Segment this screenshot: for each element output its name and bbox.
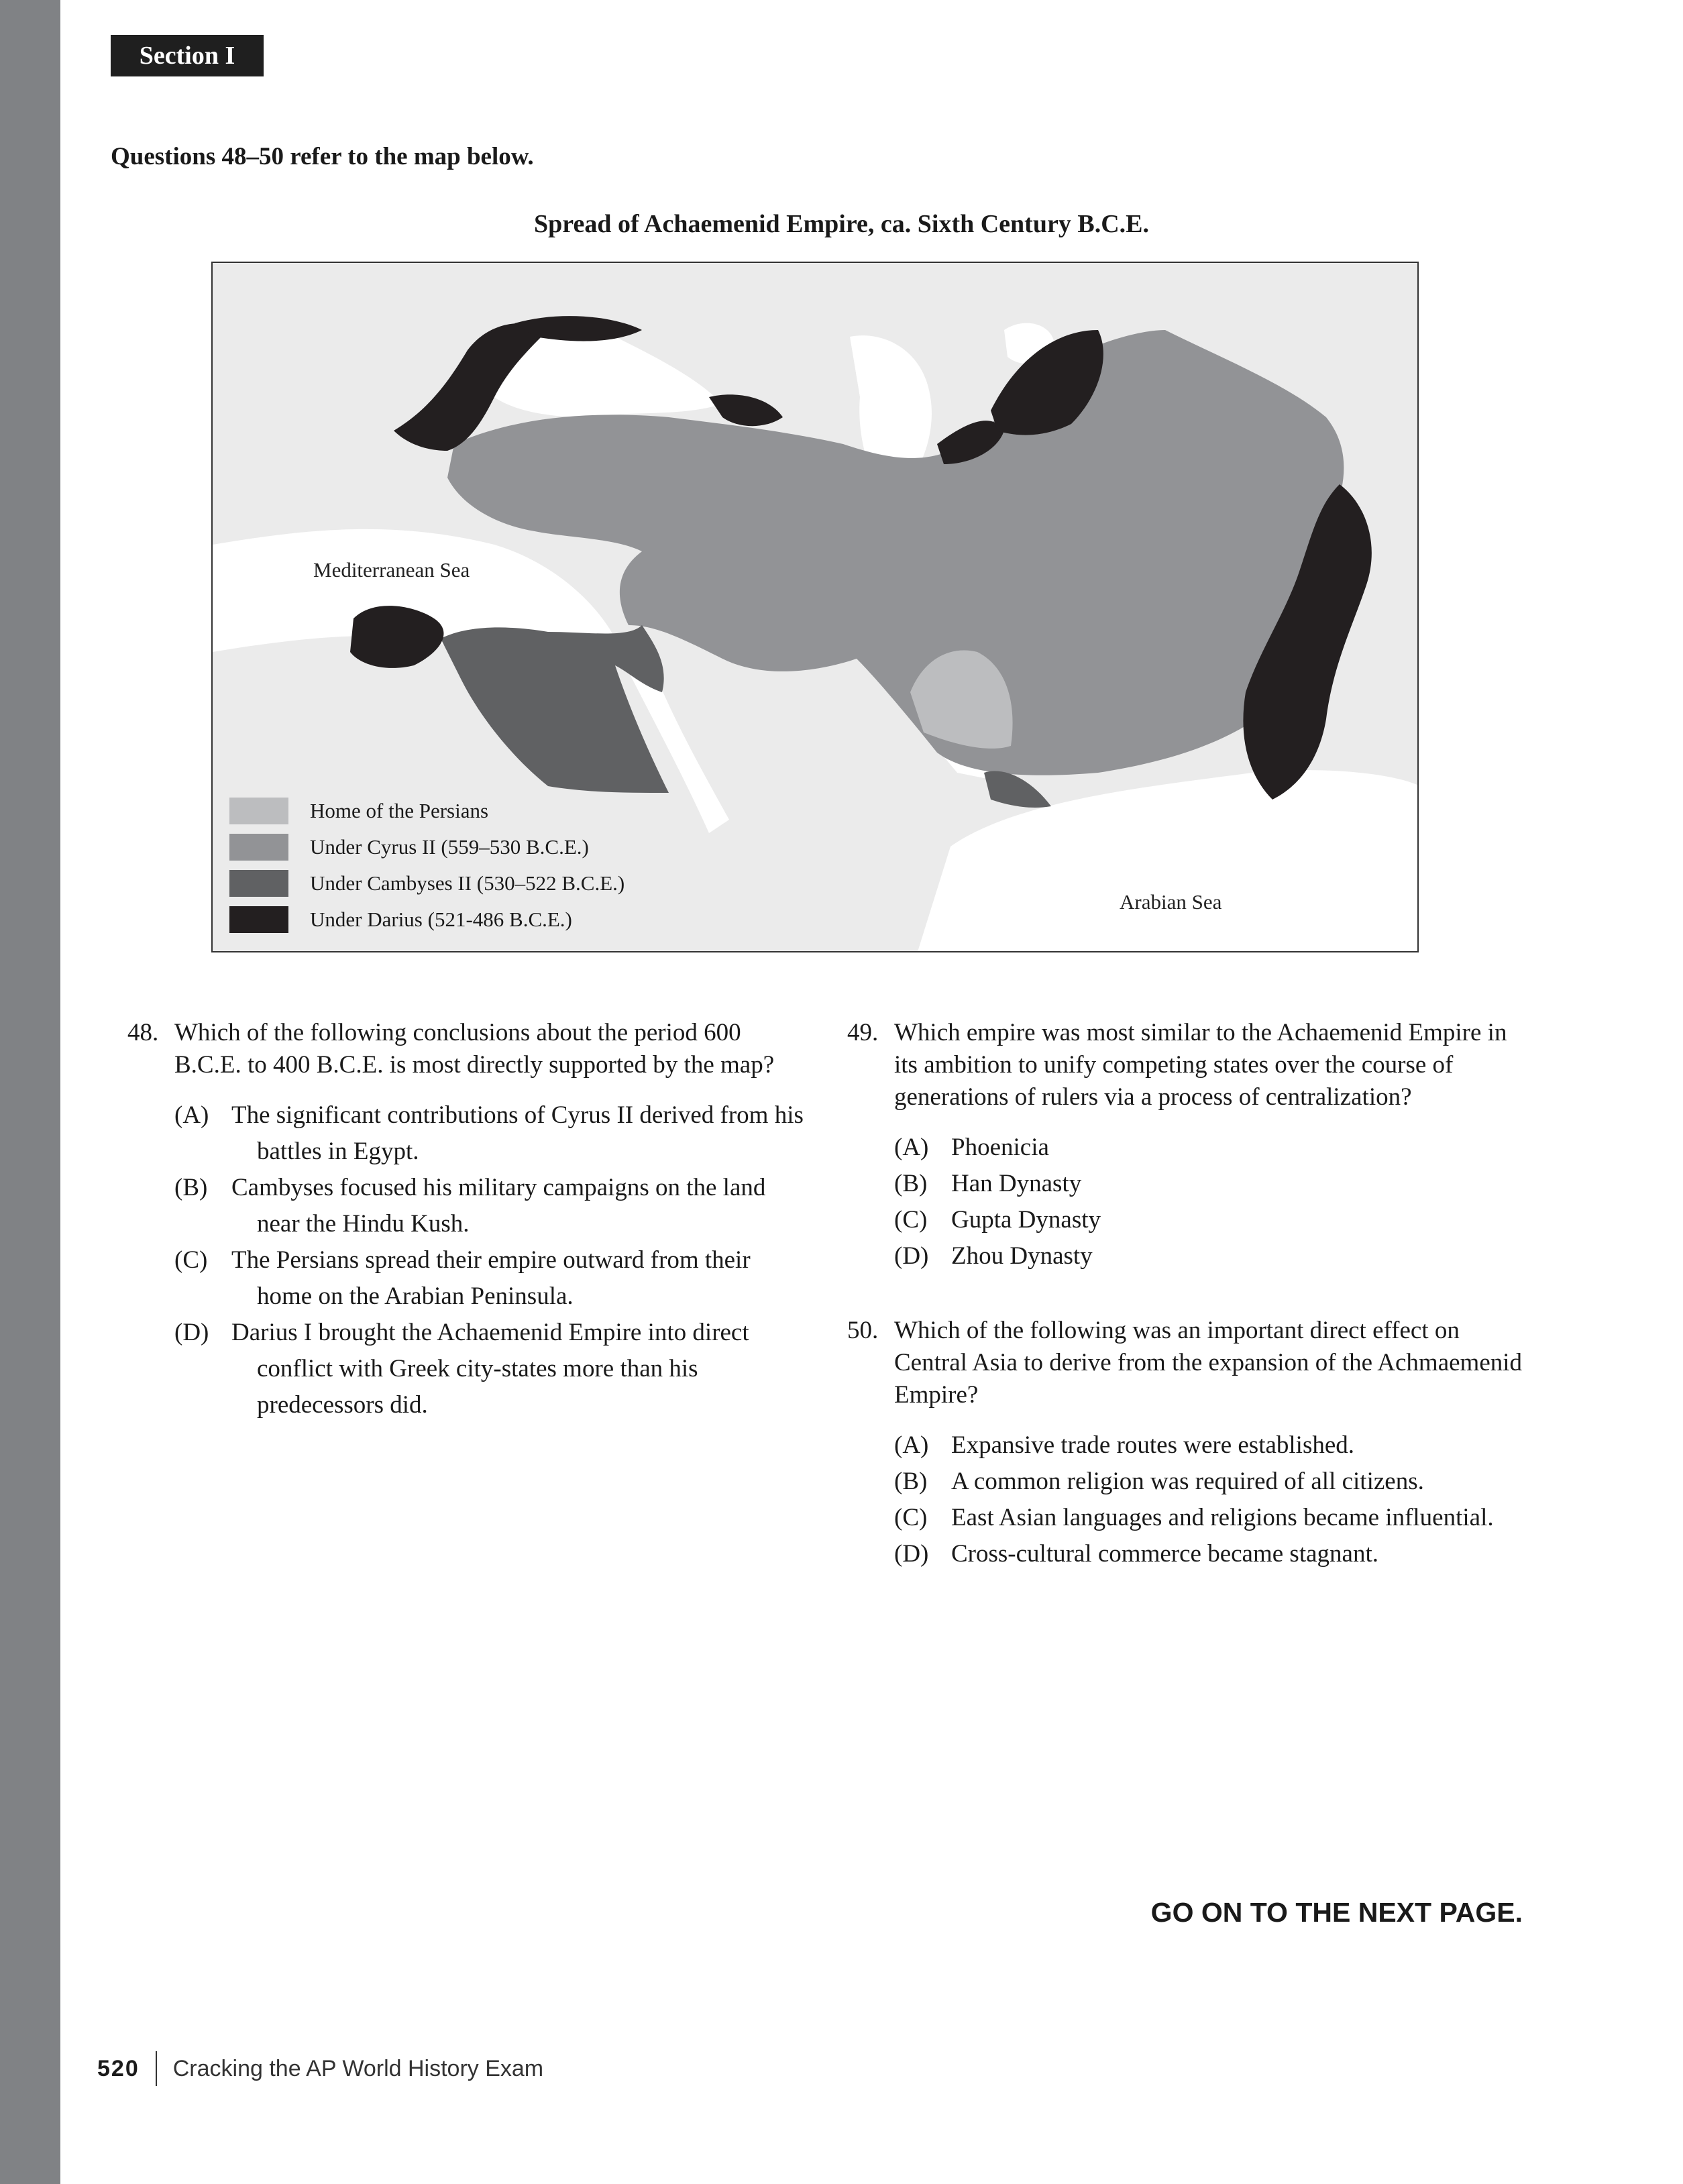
option-letter: (C) [894,1504,928,1531]
option-letter: (C) [174,1246,208,1274]
map-legend [229,793,625,938]
question-48-era-2: B.C.E. [316,1051,384,1079]
darius-caucasus [709,394,783,426]
question-50-option-d[interactable] [847,1536,1531,1572]
option-text: Gupta Dynasty [951,1206,1101,1234]
question-50 [847,1315,1531,1572]
page-number: 520 [97,2055,140,2081]
question-48-stem [127,1017,805,1081]
option-text: Cross-cultural commerce became stagnant. [951,1540,1378,1568]
legend-label-homeland: Home of the Persians [310,799,489,822]
legend-swatch-darius [229,906,288,933]
option-letter: (B) [174,1174,208,1201]
question-49-number: 49. [847,1019,879,1046]
question-48-option-c[interactable] [127,1242,805,1315]
option-text: Expansive trade routes were established. [951,1431,1355,1459]
question-49-stem [847,1017,1531,1113]
question-48-stem-text-1: Which of the following conclusions about the period 600 [174,1019,741,1046]
question-48-option-a[interactable] [127,1097,805,1170]
option-text: Cambyses focused his military campaigns on the land near the Hindu Kush. [231,1174,766,1238]
option-letter: (B) [894,1468,928,1495]
questions-intro: Questions 48–50 refer to the map below. [111,143,534,170]
question-49-options [847,1130,1531,1274]
option-text: Darius I brought the Achaemenid Empire into direct conflict with Greek city-states more than his predecessors did. [231,1319,749,1419]
question-50-option-a[interactable] [847,1427,1531,1464]
question-50-number: 50. [847,1317,879,1344]
legend-label-cyrus: Under Cyrus II (559–530 B.C.E.) [310,835,589,859]
cambyses-arabian-coast [984,771,1051,808]
page-side-bar [0,0,60,2184]
option-text: A common religion was required of all citizens. [951,1468,1424,1495]
option-text: Phoenicia [951,1134,1049,1161]
question-48-option-b[interactable] [127,1170,805,1242]
option-letter: (D) [894,1242,929,1270]
map-title-main: Spread of Achaemenid Empire, ca. Sixth Century [534,210,1078,238]
question-50-option-b[interactable] [847,1464,1531,1500]
question-48-stem-text-3: is most directly supported by the map? [383,1051,775,1079]
cambyses-territory [441,625,669,793]
legend-item-homeland [229,793,625,829]
option-text: East Asian languages and religions became influential. [951,1504,1494,1531]
legend-label-cambyses: Under Cambyses II (530–522 B.C.E.) [310,871,625,895]
question-50-stem [847,1315,1531,1411]
option-text: Zhou Dynasty [951,1242,1093,1270]
empire-map [211,262,1419,952]
option-letter: (D) [174,1319,209,1346]
question-50-options [847,1427,1531,1572]
question-49-option-c[interactable] [847,1202,1531,1238]
question-49-option-d[interactable] [847,1238,1531,1274]
book-title: Cracking the AP World History Exam [172,2055,544,2081]
footer-divider [156,2051,157,2086]
go-on-next-page: GO ON TO THE NEXT PAGE. [1150,1897,1523,1928]
page-footer [97,2051,543,2086]
option-text: The significant contributions of Cyrus II derived from his battles in Egypt. [231,1101,804,1165]
question-48-era-1: B.C.E. [174,1051,241,1079]
question-49-option-a[interactable] [847,1130,1531,1166]
section-tab: Section I [111,35,264,76]
legend-item-darius [229,902,625,938]
legend-swatch-cambyses [229,870,288,897]
option-text: Han Dynasty [951,1170,1082,1197]
mediterranean-sea-label: Mediterranean Sea [313,558,470,582]
question-49-stem-text: Which empire was most similar to the Achaemenid Empire in its ambition to unify competing states over the course of generations of rulers via a process of centralization? [894,1019,1507,1111]
option-letter: (A) [894,1431,929,1459]
question-50-stem-text: Which of the following was an important direct effect on Central Asia to derive from the expansion of the Achmaemenid Empire? [894,1317,1523,1409]
question-48 [127,1017,805,1423]
map-title-era: B.C.E. [1077,210,1149,238]
question-48-stem-text-2: to 400 [241,1051,317,1079]
question-48-option-d[interactable] [127,1315,805,1423]
option-letter: (C) [894,1206,928,1234]
option-letter: (D) [894,1540,929,1568]
legend-item-cambyses [229,865,625,902]
question-48-options [127,1097,805,1423]
legend-swatch-cyrus [229,834,288,861]
legend-item-cyrus [229,829,625,865]
legend-label-darius: Under Darius (521-486 B.C.E.) [310,908,572,931]
option-letter: (A) [174,1101,209,1129]
option-letter: (A) [894,1134,929,1161]
legend-swatch-homeland [229,798,288,824]
map-title [0,209,1683,239]
option-letter: (B) [894,1170,928,1197]
question-49 [847,1017,1531,1274]
question-49-option-b[interactable] [847,1166,1531,1202]
question-48-number: 48. [127,1019,159,1046]
arabian-sea-label: Arabian Sea [1120,890,1222,914]
question-50-option-c[interactable] [847,1500,1531,1536]
option-text: The Persians spread their empire outward from their home on the Arabian Peninsula. [231,1246,751,1310]
